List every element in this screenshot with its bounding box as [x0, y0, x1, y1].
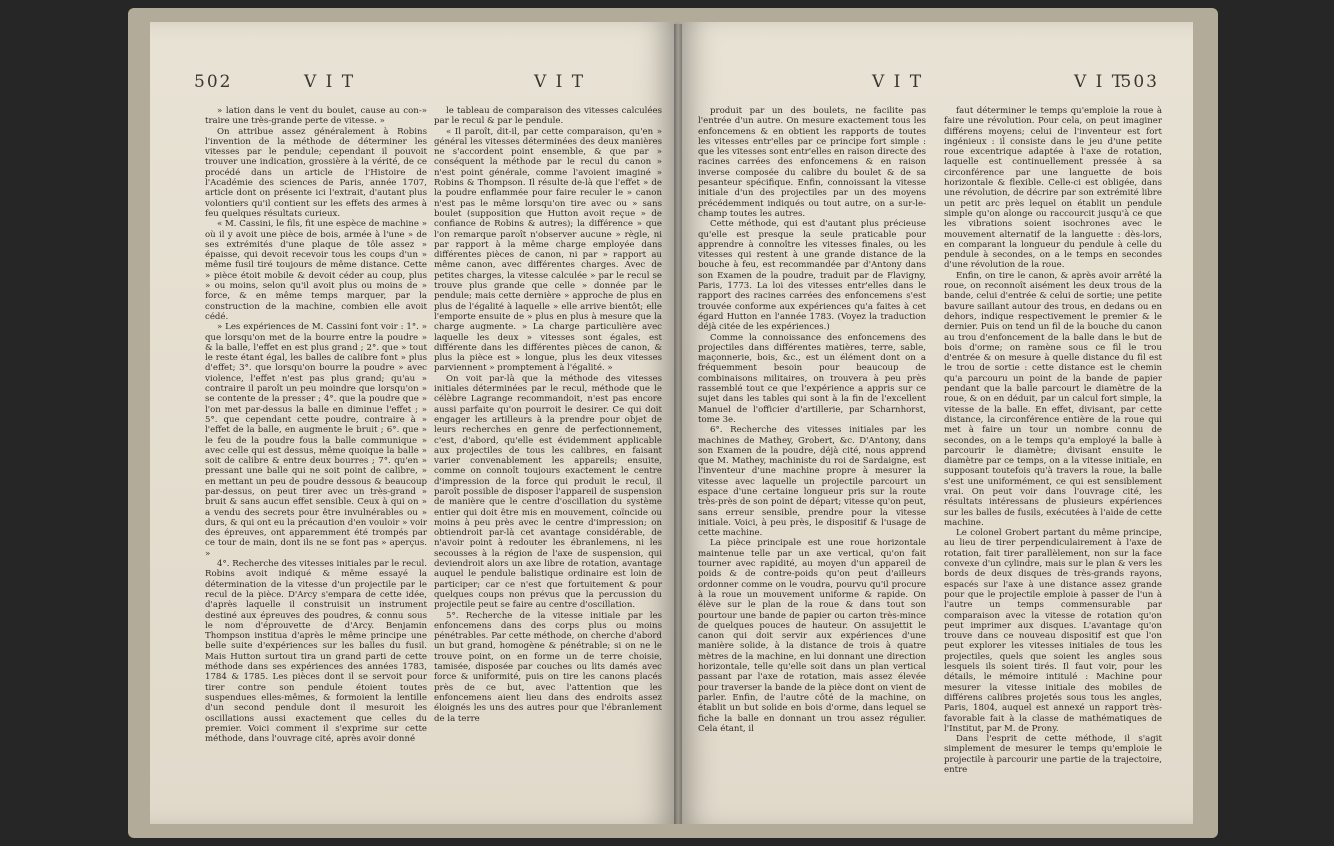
running-head: V I T [534, 72, 586, 92]
paragraph: produit par un des boulets, ne facilite pas l'entrée d'un autre. On mesure exactement tous les enfoncemens & en obtient les rapports de toutes les vitesses entr'elles par ce principe fort simple : que les vitesses sont entr'elles en raison directe des racines carrées des enfoncemens & en raison inverse composée du calibre du boulet & de sa pesanteur spécifique. Enfin, connoissant la vitesse initiale d'un des projectiles par un des moyens précédemment indiqués ou tout autre, on a sur-le-champ toutes les autres. [698, 106, 926, 219]
paragraph: » Les expériences de M. Cassini font voir : 1°. » que lorsqu'on met de la bourre entre la poudre » & la balle, l'effet en est plus grand ; 2°. que » tout le reste étant égal, les balles de calibre font » plus d'effet; 3°. que lorsqu'on bourre la poudre » avec violence, l'effet n'est pas plus grand; qu'au » contraire il paroît un peu moindre que lorsqu'on » se contente de la presser ; 4°. que la poudre que » l'on met par-dessus la balle en diminue l'effet ; » 5°. que cependant cette poudre, contraire à » l'effet de la balle, en augmente le bruit ; 6°. que » le feu de la poudre fous la balle communique » avec celle qui est dessus, même quoique la balle » soit de calibre & entre deux bourres ; 7°. qu'en » pressant une balle qui ne soit point de calibre, » en mettant un peu de poudre dessous & beaucoup par-dessus, on peut tirer avec un très-grand » bruit & sans aucun effet sensible. Ceux à qui on » a vendu des secrets pour être invulnérables ou » durs, & qui ont eu la précaution d'en vouloir » voir des épreuves, ont apparemment été trompés par ce tour de main, dont ils ne se font pas » aperçus. » [205, 322, 427, 559]
left-page-column-2 [434, 106, 662, 808]
paragraph: 4°. Recherche des vitesses initiales par le recul. Robins avoit indiqué & même essayé la détermination de la vitesse d'un projectile par le recul de la pièce. D'Arcy s'empara de cette idée, d'après laquelle il construisit un instrument destiné aux épreuves des poudres, & connu sous le nom d'éprouvette de d'Arcy. Benjamin Thompson institua d'après le même principe une belle suite d'expériences sur les balles du fusil. Mais Hutton surtout tira un grand parti de cette méthode dans ses expériences des années 1783, 1784 & 1785. Les pièces dont il se servoit pour tirer contre son pendule étoient toutes suspendues elles-mêmes, & formoient la lentille d'un second pendule dont il mesuroit les oscillations aussi exactement que celles du premier. Voici comment il s'exprime sur cette méthode, dans l'ouvrage cité, après avoir donné [205, 559, 427, 745]
paragraph: On attribue assez généralement à Robins l'invention de la méthode de déterminer les vitesses par le pendule; cependant il pouvoit trouver une indication, grossière à la vérité, de ce procédé dans un article de l'Histoire de l'Académie des sciences de Paris, année 1707, article dont on présente ici l'extrait, d'autant plus volontiers qu'il contient sur les effets des armes à feu quelques résultats curieux. [205, 126, 427, 219]
paragraph: Comme la connoissance des enfoncemens des projectiles dans différentes matières, terre, sable, maçonnerie, bois, &c., est un élément dont on a fréquemment besoin pour beaucoup de combinaisons militaires, on trouvera à peu près rassemblé tout ce que l'expérience a appris sur ce sujet dans les tables qui sont à la fin de l'excellent Manuel de l'officier d'artillerie, par Scharnhorst, tome 3e. [698, 332, 926, 425]
paragraph: Dans l'esprit de cette méthode, il s'agit simplement de mesurer le temps qu'emploie le projectile à parcourir une partie de la trajectoire, entre [944, 734, 1162, 775]
right-page-header [722, 72, 1159, 92]
left-page [150, 22, 678, 824]
paragraph: Le colonel Grobert partant du même principe, au lieu de tirer perpendiculairement à l'axe de rotation, fait tirer parallèlement, non sur la face convexe d'un cylindre, mais sur le plan & vers les bords de deux disques de très-grands rayons, espacés sur l'axe à une distance assez grande pour que le projectile emploie à passer de l'un à l'autre un temps commensurable par comparaison avec la vitesse de rotation qu'on peut imprimer aux disques. L'avantage qu'on trouve dans ce nouveau dispositif est que l'on peut explorer les vitesses initiales de tous les projectiles, quels que soient les angles sous lesquels ils soient tirés. Il faut voir, pour les détails, le mémoire intitulé : Machine pour mesurer la vitesse initiale des mobiles de différens calibres projetés sous tous les angles, Paris, 1804, auquel est annexé un rapport très-favorable fait à la classe de mathématiques de l'Institut, par M. de Prony. [944, 528, 1162, 734]
left-page-column-1 [205, 106, 427, 808]
paragraph: On voit par-là que la méthode des vitesses initiales déterminées par le recul, méthode que le célèbre Lagrange recommandoit, n'est pas encore aussi parfaite qu'on pourroit le desirer. Ce qui doit engager les artilleurs à la prendre pour objet de leurs recherches en genre de perfectionnement, c'est, d'abord, qu'elle est évidemment applicable aux projectiles de tous les calibres, en faisant varier convenablement les appareils; ensuite, comme on connoît toujours exactement le centre d'impression de la force qui produit le recul, il paroît possible de disposer l'appareil de suspension de manière que le centre d'oscillation du système entier qui doit être mis en mouvement, coïncide ou moins à peu près avec le centre d'impression; on obtiendroit par-là cet avantage considérable, de n'avoir point à redouter les ébranlemens, ni les secousses à la région de l'axe de suspension, qui deviendroit alors un axe libre de rotation, avantage auquel le pendule balistique ordinaire est loin de participer; car ce n'est que fortuitement & pour quelques coups non prévus que la percussion du projectile peut se faire au centre d'oscillation. [434, 373, 662, 611]
left-page-header [194, 72, 644, 92]
paragraph: La pièce principale est une roue horizontale maintenue telle par un axe vertical, qu'on fait tourner avec rapidité, au moyen d'un appareil de poids & de contre-poids qu'on peut d'ailleurs ordonner comme on le voudra, pourvu qu'il procure à la roue un mouvement uniforme & rapide. On élève sur le plan de la roue & dans tout son pourtour une bande de papier ou carton très-mince de quelques pouces de hauteur. On assujettit le canon qui doit servir aux expériences d'une manière solide, à la distance de trois à quatre mètres de la machine, en lui donnant une direction horizontale, telle qu'elle soit dans un plan vertical passant par l'axe de rotation, mais assez élevée pour traverser la bande de la pièce dont on vient de parler. Enfin, de l'autre côté de la machine, on établit un but solide en bois d'orme, dans lequel se fiche la balle en donnant un trou assez régulier. Cela étant, il [698, 538, 926, 734]
running-head: V I T [1074, 72, 1126, 92]
page-number: 502 [194, 72, 233, 92]
right-page [678, 22, 1193, 824]
paragraph: » lation dans le vent du boulet, cause au con-» traire une très-grande perte de vitesse. » [205, 106, 427, 127]
page-number: 503 [1120, 72, 1159, 92]
right-page-column-1 [698, 106, 926, 808]
paragraph: faut déterminer le temps qu'emploie la roue à faire une révolution. Pour cela, on peut imaginer différens moyens; celui de l'inventeur est fort ingénieux : il consiste dans le jeu d'une petite roue excentrique adaptée à l'axe de rotation, laquelle est continuellement pressée à sa circonférence par une languette de bois horizontale & flexible. Celle-ci est obligée, dans une révolution, de décrire par son extrémité libre un petit arc près lequel on établit un pendule simple qu'on alonge ou raccourcit jusqu'à ce que les vibrations soient isochrones avec le mouvement alternatif de la languette : dès-lors, en comparant la longueur du pendule à celle du pendule à secondes, on a le temps en secondes d'une révolution de la roue. [944, 106, 1162, 271]
book-gutter [674, 24, 682, 824]
paragraph: Enfin, on tire le canon, & après avoir arrêté la roue, on reconnoît aisément les deux trous de la bande, celui d'entrée & celui de sortie; une petite bavure saillant autour des trous, en dedans ou en dehors, indique respectivement le premier & le dernier. Puis on tend un fil de la bouche du canon au trou d'enfoncement de la balle dans le but de bois d'orme; on ramène sous ce fil le trou d'entrée & on mesure à quelle distance du fil est le trou de sortie : cette distance est le chemin qu'a parcouru un point de la bande de papier pendant que la balle parcourt le diamètre de la roue, & on en déduit, par un calcul fort simple, la vitesse de la balle. En effet, divisant, par cette distance, la circonférence entière de la roue qui met à faire un tour un nombre connu de secondes, on a le temps qu'a employé la balle à parcourir le diamètre; divisant ensuite le diamètre par ce temps, on a la vitesse initiale, en supposant toutefois qu'à travers la roue, la balle s'est une uniformément, ce qui est sensiblement vrai. On peut voir dans l'ouvrage cité, les résultats intéressans de plusieurs expériences sur les balles de fusils, exécutées à l'aide de cette machine. [944, 270, 1162, 528]
right-page-column-2 [944, 106, 1162, 808]
paragraph: « Il paroît, dit-il, par cette comparaison, qu'en » général les vitesses déterminées des deux manières ne s'accordent point ensemble, & que par » conséquent la méthode par le recul du canon » n'est point générale, comme l'avoient imaginé » Robins & Thompson. Il résulte de-là que l'effet » de la poudre enflammée pour faire reculer le » canon n'est pas le même lorsqu'on tire avec ou » sans boulet (supposition que Hutton avoit reçue » de confiance de Robins & autres); la différence » que l'on remarque paroît n'observer aucune » règle, ni par rapport à la même charge employée dans différentes pièces de canon, ni par » rapport au même canon, avec différentes charges. Avec de petites charges, la vitesse calculée » par le recul se trouve plus grande que celle » donnée par le pendule; mais cette dernière » approche de plus en plus de l'égalité à laquelle » elle arrive bientôt; elle l'emporte ensuite de » plus en plus à mesure que la charge augmente. » La charge particulière avec laquelle les deux » vitesses sont égales, est différente dans les différentes pièces de canon, & plus la pièce est » longue, plus les deux vitesses parviennent » promptement à l'égalité. » [434, 126, 662, 374]
running-head: V I T [304, 72, 356, 92]
paragraph: le tableau de comparaison des vitesses calculées par le recul & par le pendule. [434, 106, 662, 127]
paragraph: Cette méthode, qui est d'autant plus précieuse qu'elle est presque la seule praticable pour apprendre à connoître les vitesses finales, ou les vitesses qui restent à une grande distance de la bouche à feu, est recommandée par d'Antony dans son Examen de la poudre, traduit par de Flavigny, Paris, 1773. La loi des vitesses entr'elles dans le rapport des racines carrées des enfoncemens s'est trouvée conforme aux expériences qu'a faites à cet égard Hutton en l'année 1783. (Voyez la traduction déjà citée de les expériences.) [698, 219, 926, 333]
paragraph: 6°. Recherche des vitesses initiales par les machines de Mathey, Grobert, &c. D'Antony, dans son Examen de la poudre, déjà cité, nous apprend que M. Mathey, machiniste du roi de Sardaigne, est l'inventeur d'une machine propre à mesurer la vitesse avec laquelle un projectile parcourt un espace d'une certaine longueur pris sur la route très-près de son point de départ; vitesse qu'on peut, sans erreur sensible, prendre pour la vitesse initiale. Voici, à peu près, le dispositif & l'usage de cette machine. [698, 425, 926, 539]
paragraph: « M. Cassini, le fils, fit une espèce de machine » où il y avoit une pièce de bois, armée à l'une » de ses extrémités d'une plaque de tôle assez » épaisse, qui devoit recevoir tous les coups d'un » même fusil tiré toujours de même distance. Cette » pièce étoit mobile & devoit céder au coup, plus » ou moins, selon qu'il avoit plus ou moins de » force, & en même temps marquer, par la construction de la machine, combien elle avoit cédé. [205, 219, 427, 322]
paragraph: 5°. Recherche de la vitesse initiale par les enfoncemens dans des corps plus ou moins pénétrables. Par cette méthode, on cherche d'abord un but grand, homogène & pénétrable; si on ne le trouve point, on en forme un de terre choisie, tamisée, disposée par couches ou lits damés avec force & uniformité, puis on tire les canons placés près de ce but, avec l'attention que les enfoncemens aient lieu dans des endroits assez éloignés les uns des autres pour que l'ébranlement de la terre [434, 610, 662, 724]
running-head: V I T [872, 72, 924, 92]
